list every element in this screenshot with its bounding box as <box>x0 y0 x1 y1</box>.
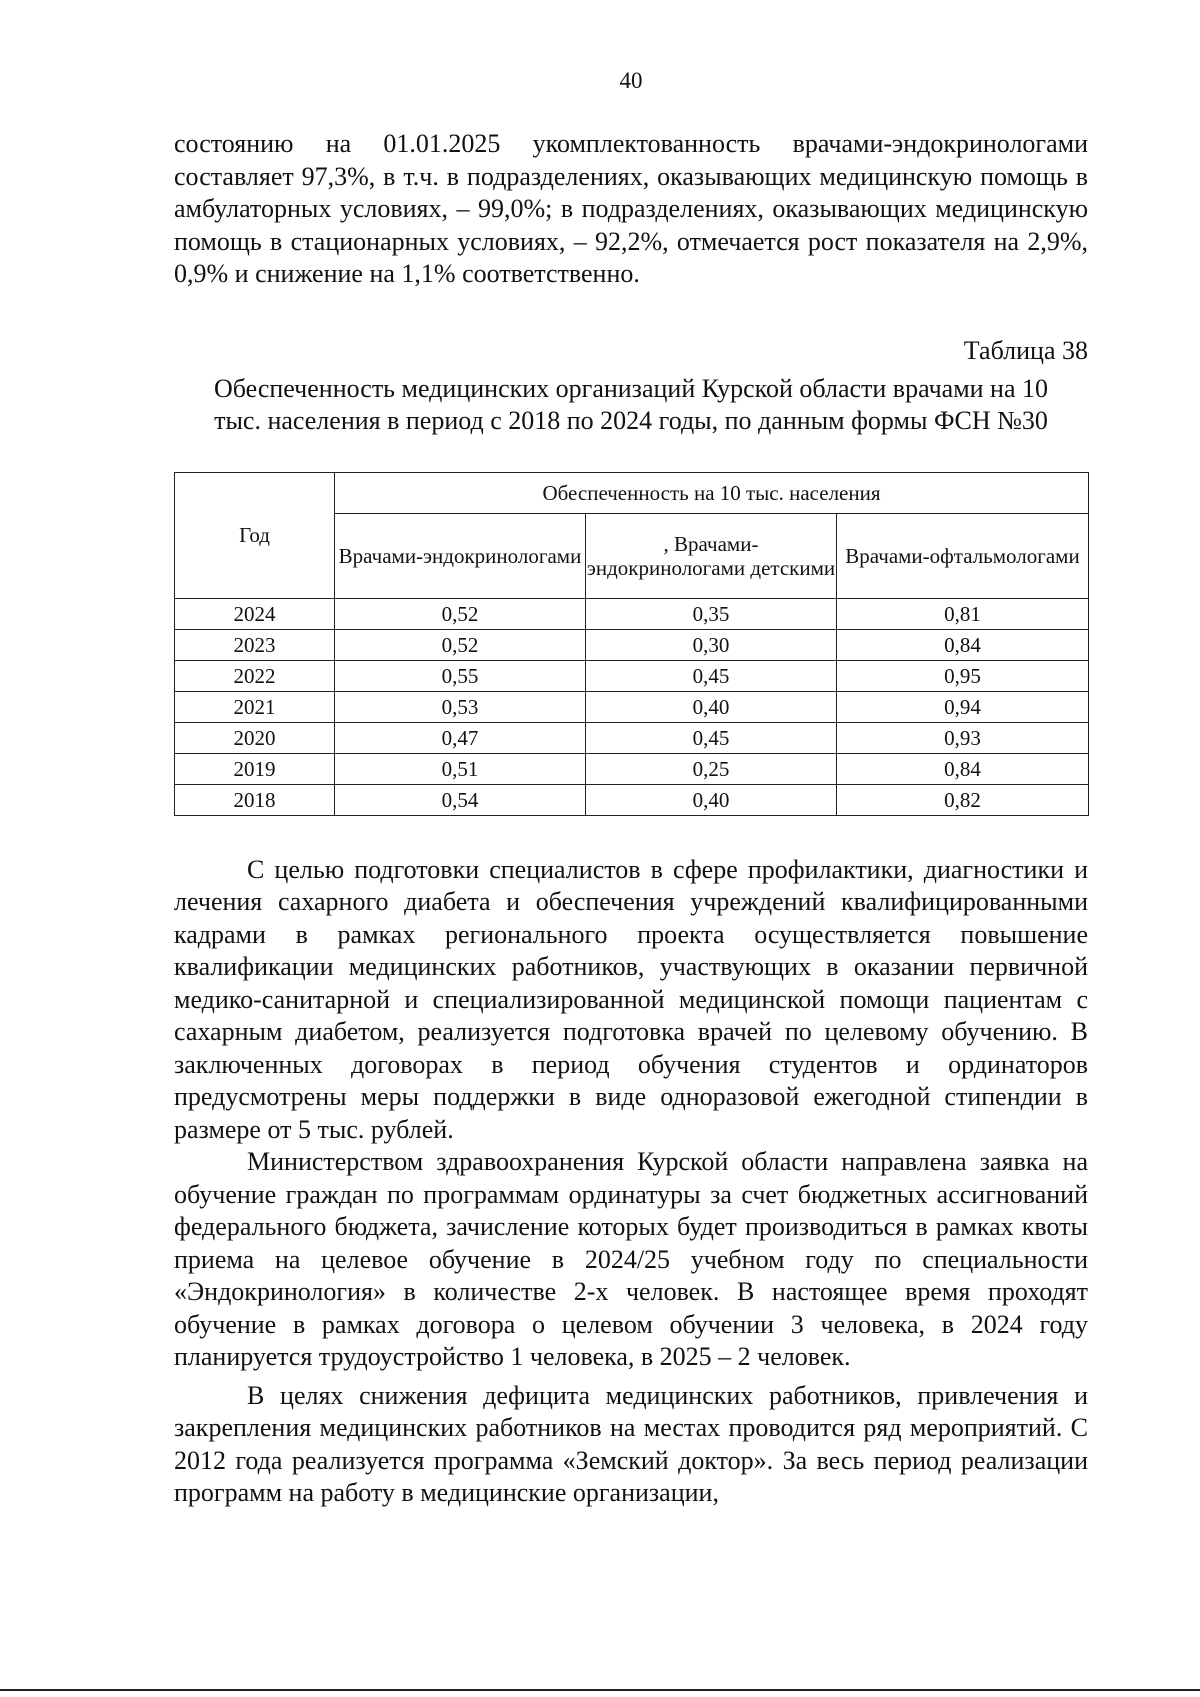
paragraph-residency: Министерством здравоохранения Курской области направлена заявка на обучение граждан по программам ординатуры за счет бюджетных ассигнований федерального бюджета, зачисление которых будет производиться в рамках квоты приема на целевое обучение в 2024/25 учебном году по специальности «Эндокринология» в количестве 2-х человек. В настоящее время проходят обучение в рамках договора о целевом обучении 3 человека, в 2024 году планируется трудоустройство 1 человека, в 2025 – 2 человек. <box>174 1147 1088 1371</box>
cell-year: 2022 <box>175 660 335 691</box>
provision-table <box>174 472 1089 816</box>
document-body <box>174 128 1088 1510</box>
cell-year: 2023 <box>175 629 335 660</box>
header-pediatric-endocrinologists: , Врачами-эндокринологами детскими <box>586 513 837 598</box>
paragraph-zemsky-doctor: В целях снижения дефицита медицинских работников, привлечения и закрепления медицинских работников на местах проводится ряд мероприятий. С 2012 года реализуется программа «Земский доктор». За весь период реализации программ на работу в медицинские организации, <box>174 1380 1088 1507</box>
cell-ophth: 0,81 <box>837 598 1089 629</box>
cell-endo: 0,47 <box>335 722 586 753</box>
table-title: Обеспеченность медицинских организаций Курской области врачами на 10 тыс. населения в период с 2018 по 2024 годы, по данным формы ФСН №30 <box>213 373 1049 435</box>
table-row <box>175 753 1089 784</box>
table-row <box>175 629 1089 660</box>
table-row <box>175 660 1089 691</box>
cell-year: 2024 <box>175 598 335 629</box>
cell-ophth: 0,84 <box>837 753 1089 784</box>
cell-endo-child: 0,45 <box>586 660 837 691</box>
cell-endo: 0,54 <box>335 784 586 815</box>
cell-endo-child: 0,25 <box>586 753 837 784</box>
cell-endo-child: 0,40 <box>586 784 837 815</box>
cell-endo-child: 0,30 <box>586 629 837 660</box>
table-label: Таблица 38 <box>963 335 1088 365</box>
table-row <box>175 784 1089 815</box>
header-ophthalmologists: Врачами-офтальмологами <box>837 513 1089 598</box>
header-endocrinologists: Врачами-эндокринологами <box>335 513 586 598</box>
cell-year: 2019 <box>175 753 335 784</box>
cell-ophth: 0,95 <box>837 660 1089 691</box>
table-row <box>175 691 1089 722</box>
cell-ophth: 0,84 <box>837 629 1089 660</box>
cell-endo: 0,52 <box>335 629 586 660</box>
cell-endo: 0,52 <box>335 598 586 629</box>
cell-year: 2020 <box>175 722 335 753</box>
cell-endo-child: 0,40 <box>586 691 837 722</box>
page-number: 40 <box>619 68 643 93</box>
cell-endo-child: 0,45 <box>586 722 837 753</box>
cell-ophth: 0,93 <box>837 722 1089 753</box>
cell-endo: 0,55 <box>335 660 586 691</box>
cell-year: 2021 <box>175 691 335 722</box>
header-year: Год <box>175 472 335 598</box>
cell-endo: 0,51 <box>335 753 586 784</box>
page-bottom-border <box>0 1689 1200 1691</box>
cell-endo-child: 0,35 <box>586 598 837 629</box>
cell-ophth: 0,82 <box>837 784 1089 815</box>
table-row <box>175 722 1089 753</box>
paragraph-training: С целью подготовки специалистов в сфере профилактики, диагностики и лечения сахарного диабета и обеспечения учреждений квалифицированными кадрами в рамках регионального проекта осуществляется повышение квалификации медицинских работников, участвующих в оказании первичной медико-санитарной и специализированной медицинской помощи пациентам с сахарным диабетом, реализуется подготовка врачей по целевому обучению. В заключенных договорах в период обучения студентов и ординаторов предусмотрены меры поддержки в виде одноразовой ежегодной стипендии в размере от 5 тыс. рублей. <box>174 854 1088 1144</box>
header-group: Обеспеченность на 10 тыс. населения <box>335 472 1089 513</box>
table-row <box>175 598 1089 629</box>
cell-year: 2018 <box>175 784 335 815</box>
cell-ophth: 0,94 <box>837 691 1089 722</box>
paragraph-staffing: состоянию на 01.01.2025 укомплектованность врачами-эндокринологами составляет 97,3%, в т.ч. в подразделениях, оказывающих медицинскую помощь в амбулаторных условиях, – 99,0%; в подразделениях, оказывающих медицинскую помощь в стационарных условиях, – 92,2%, отмечается рост показателя на 2,9%, 0,9% и снижение на 1,1% соответственно. <box>174 129 1088 288</box>
cell-endo: 0,53 <box>335 691 586 722</box>
